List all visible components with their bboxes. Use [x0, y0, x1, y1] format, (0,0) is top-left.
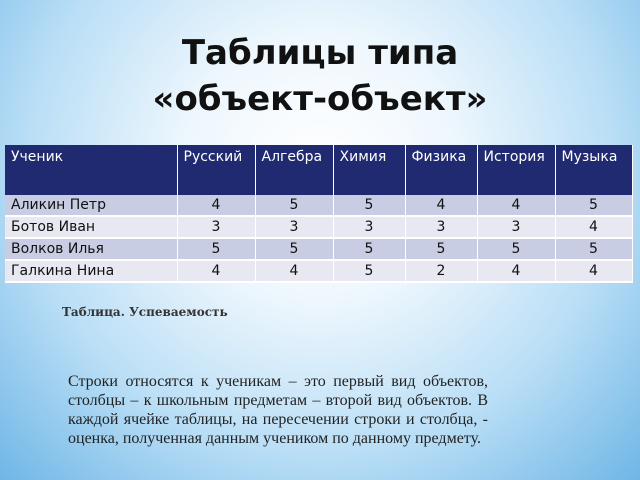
student-name: Аликин Петр — [5, 195, 177, 216]
column-header-physics: Физика — [405, 145, 477, 195]
column-header-music: Музыка — [555, 145, 632, 195]
slide-title — [0, 30, 640, 122]
grade-cell: 5 — [555, 195, 632, 216]
column-header-history: История — [477, 145, 555, 195]
grade-cell: 4 — [255, 260, 333, 282]
grade-cell: 4 — [477, 260, 555, 282]
student-name: Галкина Нина — [5, 260, 177, 282]
grade-cell: 3 — [333, 216, 405, 238]
column-header-algebra: Алгебра — [255, 145, 333, 195]
grade-cell: 4 — [405, 195, 477, 216]
student-name: Ботов Иван — [5, 216, 177, 238]
grade-cell: 4 — [555, 216, 632, 238]
column-header-russian: Русский — [177, 145, 255, 195]
table-header-row — [5, 145, 632, 195]
grade-cell: 4 — [477, 195, 555, 216]
grade-cell: 5 — [255, 195, 333, 216]
grade-cell: 5 — [255, 238, 333, 260]
grade-cell: 5 — [555, 238, 632, 260]
grade-cell: 5 — [477, 238, 555, 260]
table-caption: Таблица. Успеваемость — [62, 305, 228, 319]
column-header-student: Ученик — [5, 145, 177, 195]
grade-cell: 5 — [405, 238, 477, 260]
grade-cell: 4 — [177, 195, 255, 216]
description-paragraph: Строки относятся к ученикам – это первый вид объектов, столбцы – к школьным предметам – второй вид объектов. В каждой ячейке таблицы, на пересечении строки и столбца, - оценка, полученная данным учеником по данному предмету. — [68, 373, 488, 447]
table-row — [5, 195, 632, 216]
grade-cell: 5 — [333, 238, 405, 260]
table-row — [5, 260, 632, 282]
student-name: Волков Илья — [5, 238, 177, 260]
slide-title-line-2: «объект-объект» — [152, 79, 488, 119]
grade-cell: 5 — [333, 195, 405, 216]
grade-cell: 5 — [177, 238, 255, 260]
grade-cell: 3 — [405, 216, 477, 238]
grade-cell: 3 — [177, 216, 255, 238]
grade-cell: 2 — [405, 260, 477, 282]
grade-cell: 4 — [555, 260, 632, 282]
grade-cell: 3 — [255, 216, 333, 238]
grade-cell: 5 — [333, 260, 405, 282]
grade-cell: 4 — [177, 260, 255, 282]
slide-title-line-1: Таблицы типа — [181, 33, 459, 73]
table-row — [5, 216, 632, 238]
grades-table — [5, 145, 633, 283]
column-header-chemistry: Химия — [333, 145, 405, 195]
grade-cell: 3 — [477, 216, 555, 238]
table-row — [5, 238, 632, 260]
